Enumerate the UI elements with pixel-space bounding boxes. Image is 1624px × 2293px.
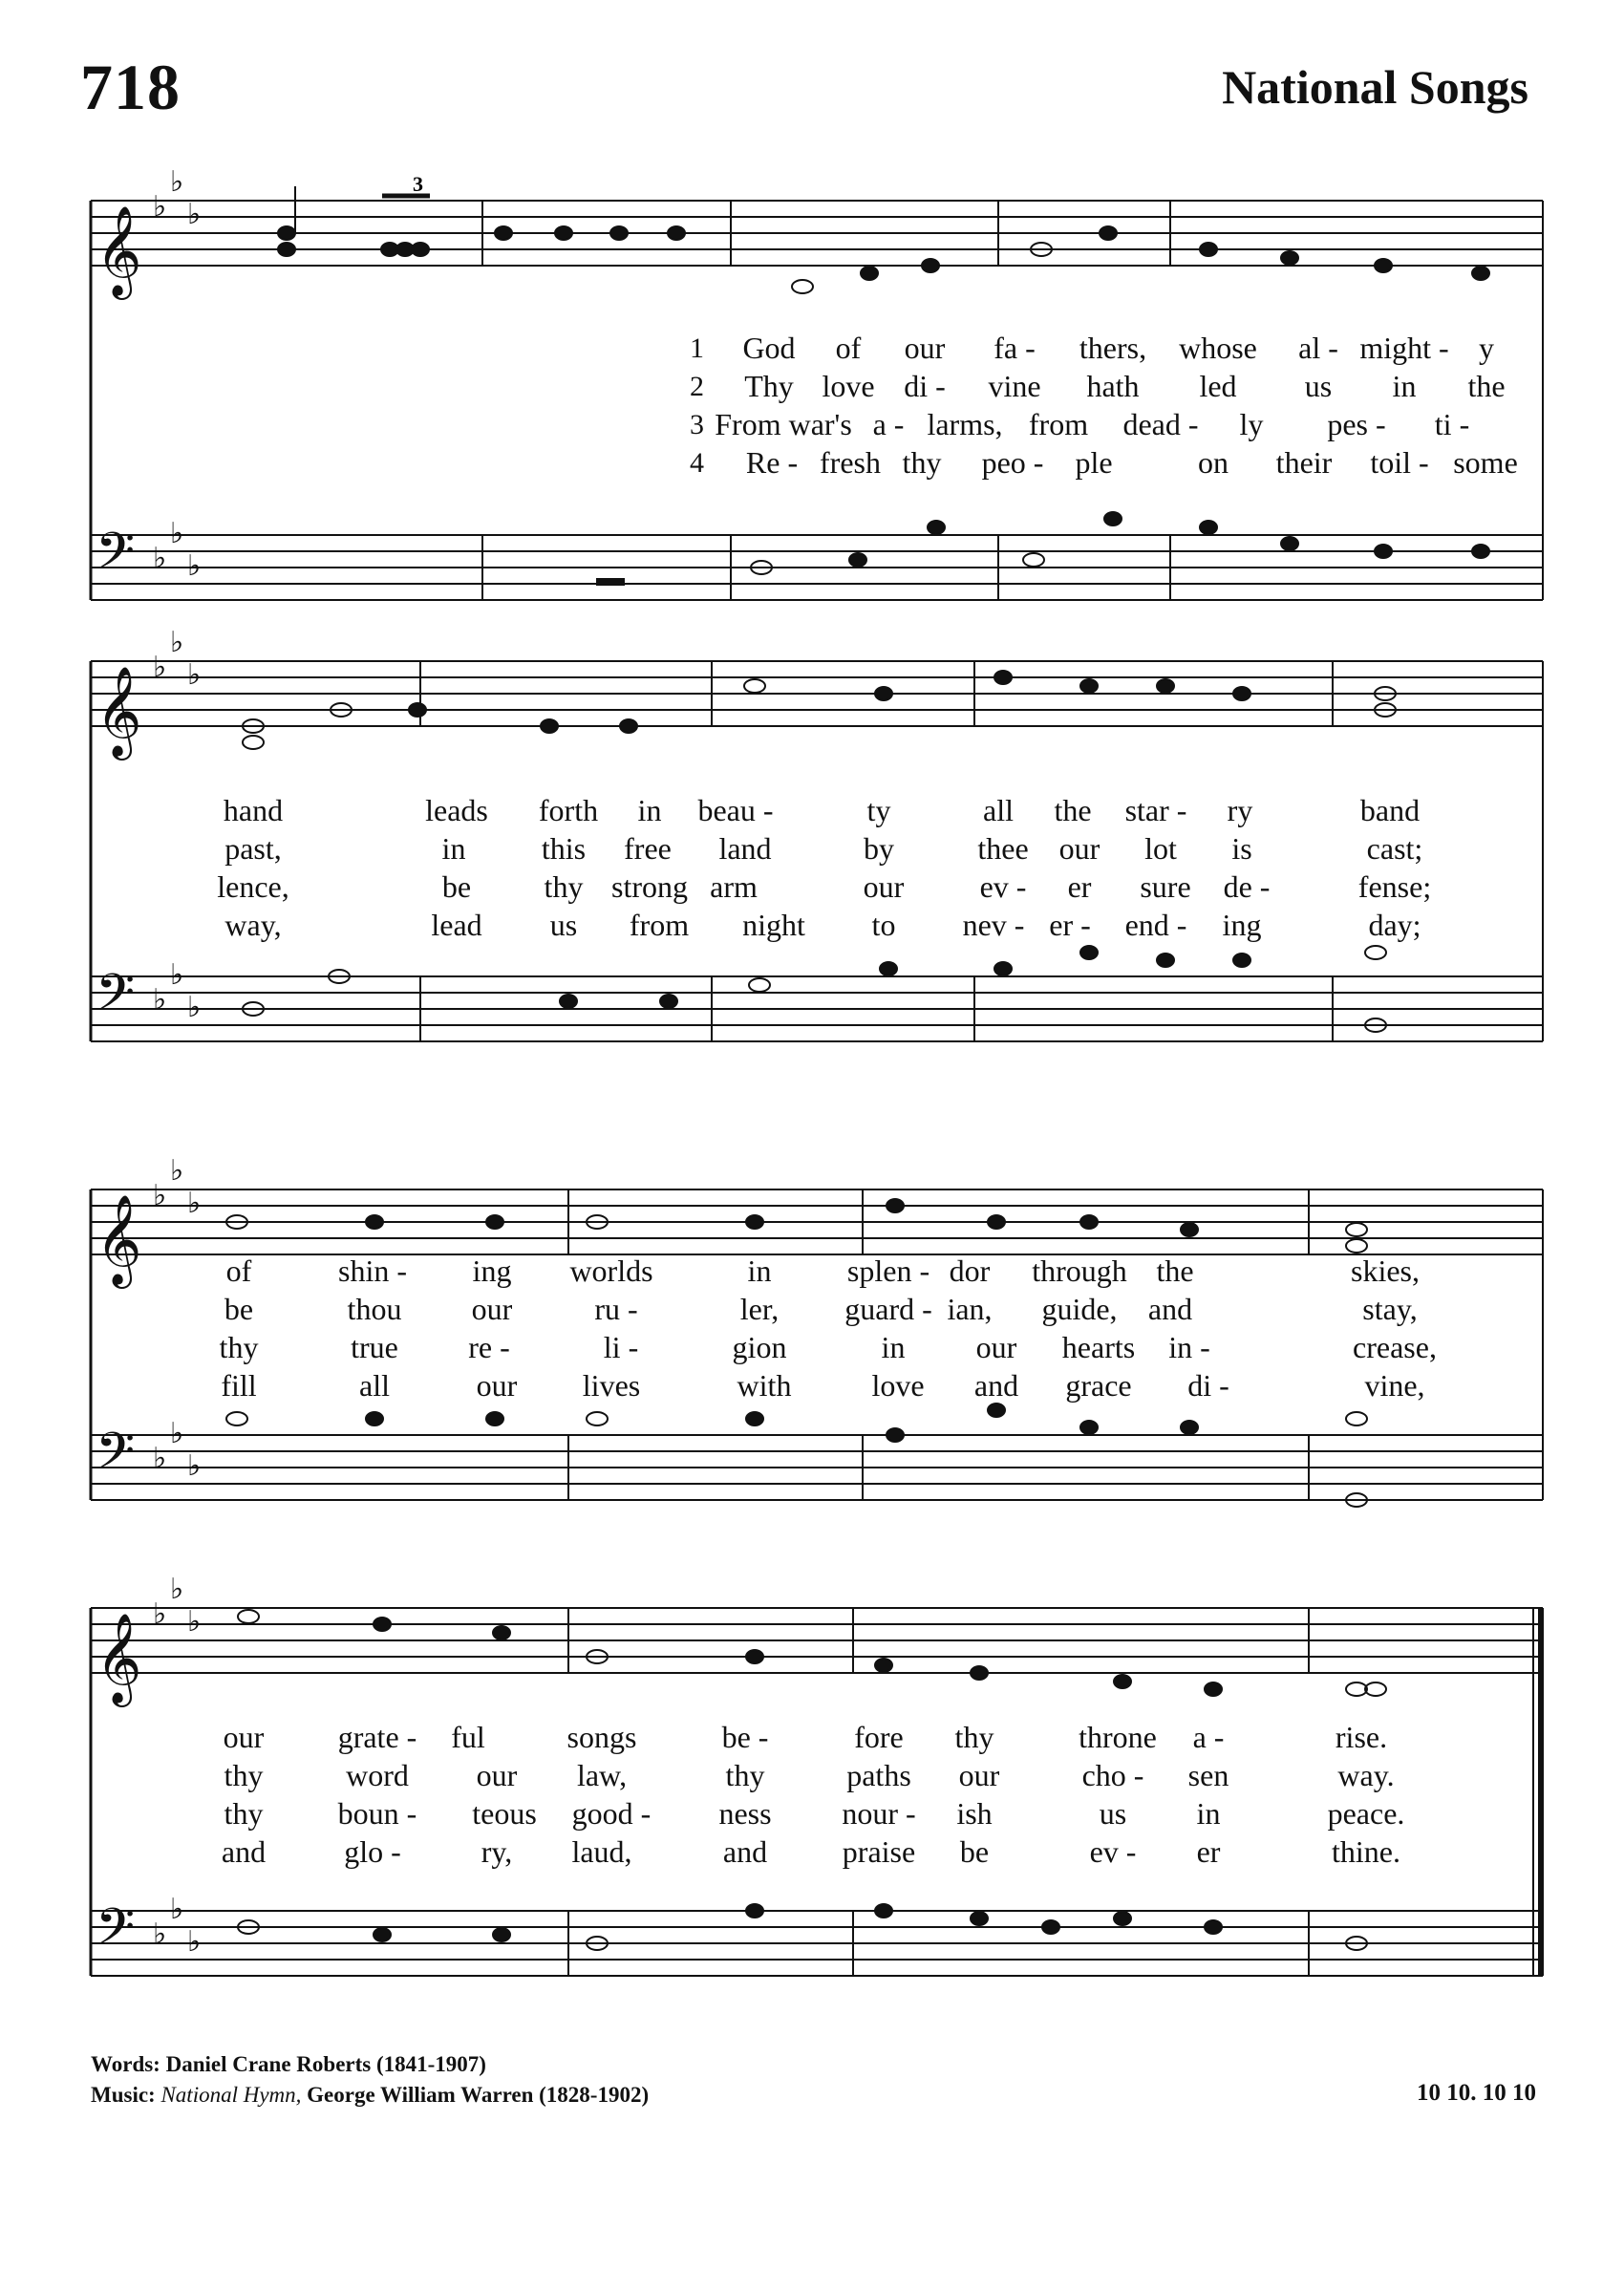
- lyric-syllable: fore: [854, 1720, 904, 1754]
- lyric-syllable: ev -: [1089, 1834, 1137, 1869]
- bass-clef-icon: 𝄢: [96, 964, 136, 1035]
- svg-text:♭: ♭: [170, 958, 184, 992]
- lyric-syllable: end -: [1124, 908, 1187, 942]
- credits-music: [91, 2083, 649, 2108]
- lyric-syllable: vine: [988, 369, 1041, 403]
- lyric-syllable: our: [223, 1720, 265, 1754]
- lyric-line: [0, 1720, 1624, 1758]
- lyric-syllable: thy: [902, 445, 942, 480]
- lyric-syllable: fa -: [994, 331, 1036, 365]
- lyric-syllable: be: [224, 1292, 254, 1326]
- svg-text:♭: ♭: [153, 983, 167, 1017]
- lyric-line: [0, 1834, 1624, 1873]
- lyric-syllable: thine.: [1332, 1834, 1400, 1869]
- section-title: National Songs: [1222, 60, 1528, 114]
- svg-text:♭: ♭: [187, 1187, 202, 1220]
- lyric-syllable: in: [637, 793, 662, 827]
- lyric-syllable: skies,: [1351, 1254, 1420, 1288]
- lyric-syllable: li -: [603, 1330, 639, 1364]
- lyric-syllable: in: [1392, 369, 1417, 403]
- lyric-syllable: in: [1196, 1796, 1221, 1831]
- lyric-syllable: from: [1028, 407, 1089, 441]
- lyric-syllable: land: [718, 831, 772, 866]
- lyric-syllable: beau -: [697, 793, 774, 827]
- lyric-syllable: the: [1054, 793, 1092, 827]
- lyric-syllable: From war's: [715, 407, 852, 441]
- lyric-syllable: ry: [1227, 793, 1253, 827]
- svg-text:♭: ♭: [153, 1179, 167, 1212]
- lyric-syllable: be: [959, 1834, 990, 1869]
- lyric-syllable: of: [835, 331, 862, 365]
- composer: George William Warren (1828-1902): [307, 2083, 650, 2107]
- svg-text:♭: ♭: [170, 1417, 184, 1450]
- lyric-syllable: free: [624, 831, 672, 866]
- lyric-syllable: grace: [1065, 1368, 1132, 1403]
- lyric-syllable: worlds: [569, 1254, 653, 1288]
- lyric-syllable: our: [1058, 831, 1100, 866]
- lyric-syllable: all: [983, 793, 1014, 827]
- lyric-syllable: and: [722, 1834, 768, 1869]
- treble-clef-icon: 𝄞: [96, 205, 142, 296]
- lyric-syllable: ish: [956, 1796, 993, 1831]
- lyric-syllable: crease,: [1353, 1330, 1437, 1364]
- lyric-syllable: the: [1156, 1254, 1194, 1288]
- lyric-syllable: ti -: [1434, 407, 1470, 441]
- triplet-marker: 3: [413, 172, 423, 196]
- lyric-syllable: be: [441, 869, 472, 904]
- svg-text:♭: ♭: [153, 1442, 167, 1475]
- lyric-syllable: day;: [1368, 908, 1421, 942]
- lyric-syllable: thou: [347, 1292, 402, 1326]
- lyric-syllable: our: [476, 1368, 518, 1403]
- lyric-syllable: good -: [571, 1796, 652, 1831]
- lyric-syllable: de -: [1223, 869, 1271, 904]
- lyric-syllable: forth: [538, 793, 599, 827]
- lyric-syllable: way.: [1337, 1758, 1395, 1792]
- lyric-syllable: word: [346, 1758, 409, 1792]
- lyric-syllable: cho -: [1081, 1758, 1144, 1792]
- verse-number: 3: [690, 409, 704, 440]
- lyric-syllable: rise.: [1335, 1720, 1388, 1754]
- svg-text:♭: ♭: [153, 542, 167, 575]
- tune-name: National Hymn,: [160, 2083, 302, 2107]
- lyric-syllable: law,: [576, 1758, 628, 1792]
- lyric-syllable: be -: [721, 1720, 769, 1754]
- lyric-syllable: in: [441, 831, 466, 866]
- hymn-number: 718: [80, 51, 181, 123]
- lyric-syllable: might -: [1359, 331, 1449, 365]
- lyric-syllable: our: [476, 1758, 518, 1792]
- svg-text:♭: ♭: [187, 658, 202, 692]
- lyric-syllable: praise: [842, 1834, 916, 1869]
- verse-number: 4: [690, 447, 704, 479]
- svg-text:♭: ♭: [170, 1573, 184, 1606]
- lyric-syllable: boun -: [337, 1796, 417, 1831]
- lyric-syllable: sure: [1140, 869, 1191, 904]
- lyric-syllable: ty: [866, 793, 891, 827]
- lyric-syllable: splen -: [846, 1254, 930, 1288]
- lyric-syllable: God: [742, 331, 796, 365]
- lyric-syllable: our: [904, 331, 946, 365]
- lyric-syllable: re -: [468, 1330, 510, 1364]
- lyric-syllable: a -: [872, 407, 905, 441]
- lyric-syllable: this: [541, 831, 587, 866]
- lyric-syllable: throne: [1079, 1720, 1157, 1754]
- lyric-syllable: lead: [431, 908, 482, 942]
- treble-clef-icon: 𝄞: [96, 666, 142, 757]
- lyric-syllable: shin -: [338, 1254, 407, 1288]
- lyric-syllable: and: [973, 1368, 1019, 1403]
- lyric-syllable: ev -: [979, 869, 1027, 904]
- words-label: Words:: [91, 2052, 160, 2076]
- lyric-syllable: sen: [1187, 1758, 1229, 1792]
- svg-text:♭: ♭: [170, 165, 184, 199]
- lyric-syllable: ple: [1075, 445, 1113, 480]
- lyric-syllable: fense;: [1357, 869, 1432, 904]
- lyric-syllable: hand: [223, 793, 284, 827]
- lyric-syllable: toil -: [1370, 445, 1429, 480]
- lyric-syllable: songs: [566, 1720, 637, 1754]
- lyric-syllable: thy: [544, 869, 584, 904]
- lyric-syllable: thy: [725, 1758, 765, 1792]
- svg-text:♭: ♭: [187, 1605, 202, 1639]
- lyric-syllable: guard -: [844, 1292, 932, 1326]
- svg-text:♭: ♭: [153, 651, 167, 684]
- lyric-syllable: ful: [451, 1720, 485, 1754]
- lyric-syllable: ing: [472, 1254, 512, 1288]
- svg-text:♭: ♭: [170, 517, 184, 550]
- svg-text:♭: ♭: [170, 1154, 184, 1188]
- lyric-syllable: di -: [1187, 1368, 1229, 1403]
- lyric-syllable: Thy: [744, 369, 794, 403]
- lyric-syllable: the: [1467, 369, 1506, 403]
- lyric-syllable: laud,: [571, 1834, 632, 1869]
- lyric-syllable: our: [471, 1292, 513, 1326]
- lyric-syllable: hath: [1086, 369, 1140, 403]
- bass-clef-icon: 𝄢: [96, 1423, 136, 1493]
- lyric-syllable: gion: [732, 1330, 787, 1364]
- lyric-syllable: lives: [582, 1368, 641, 1403]
- svg-text:♭: ♭: [153, 190, 167, 224]
- lyric-syllable: nour -: [842, 1796, 916, 1831]
- lyric-syllable: from: [629, 908, 690, 942]
- lyric-syllable: leads: [425, 793, 488, 827]
- svg-text:♭: ♭: [187, 991, 202, 1024]
- lyric-syllable: with: [737, 1368, 792, 1403]
- svg-text:♭: ♭: [187, 549, 202, 583]
- lyric-syllable: dead -: [1122, 407, 1199, 441]
- lyric-syllable: grate -: [337, 1720, 417, 1754]
- lyric-syllable: of: [225, 1254, 252, 1288]
- svg-text:♭: ♭: [187, 1925, 202, 1959]
- lyric-syllable: by: [864, 831, 894, 866]
- lyric-syllable: in -: [1168, 1330, 1210, 1364]
- lyric-syllable: thy: [954, 1720, 994, 1754]
- lyric-syllable: al -: [1298, 331, 1338, 365]
- lyric-syllable: our: [863, 869, 905, 904]
- lyric-syllable: thers,: [1079, 331, 1147, 365]
- lyric-syllable: ness: [718, 1796, 772, 1831]
- lyric-syllable: larms,: [927, 407, 1003, 441]
- lyric-syllable: arm: [710, 869, 758, 904]
- svg-text:♭: ♭: [187, 1449, 202, 1483]
- lyric-syllable: teous: [472, 1796, 537, 1831]
- lyric-syllable: hearts: [1061, 1330, 1136, 1364]
- lyric-line: [0, 1758, 1624, 1796]
- lyric-syllable: vine,: [1364, 1368, 1425, 1403]
- lyric-syllable: their: [1275, 445, 1333, 480]
- lyric-syllable: love: [822, 369, 875, 403]
- lyric-syllable: pes -: [1327, 407, 1386, 441]
- words-author: Daniel Crane Roberts (1841-1907): [165, 2052, 486, 2076]
- lyric-syllable: is: [1231, 831, 1252, 866]
- lyric-syllable: band: [1359, 793, 1421, 827]
- lyric-syllable: guide,: [1041, 1292, 1118, 1326]
- lyric-syllable: to: [871, 908, 896, 942]
- treble-clef-icon: 𝄞: [96, 1613, 142, 1704]
- lyric-syllable: strong: [611, 869, 688, 904]
- meter: 10 10. 10 10: [1417, 2080, 1536, 2106]
- lyric-syllable: some: [1453, 445, 1518, 480]
- lyric-syllable: nev -: [962, 908, 1025, 942]
- lyric-syllable: lot: [1144, 831, 1177, 866]
- lyric-syllable: love: [871, 1368, 925, 1403]
- lyric-syllable: ian,: [947, 1292, 993, 1326]
- lyric-syllable: star -: [1124, 793, 1187, 827]
- treble-clef-icon: 𝄞: [96, 1194, 142, 1285]
- lyric-syllable: Re -: [745, 445, 799, 480]
- lyric-syllable: di -: [904, 369, 946, 403]
- lyric-syllable: fresh: [820, 445, 881, 480]
- lyric-syllable: thy: [224, 1758, 264, 1792]
- lyric-syllable: true: [351, 1330, 398, 1364]
- lyric-syllable: glo -: [344, 1834, 401, 1869]
- lyric-syllable: er: [1067, 869, 1092, 904]
- verse-number: 2: [690, 371, 704, 402]
- svg-text:♭: ♭: [170, 1893, 184, 1926]
- lyric-syllable: paths: [846, 1758, 911, 1792]
- lyric-syllable: night: [742, 908, 805, 942]
- lyric-syllable: ru -: [594, 1292, 638, 1326]
- lyric-syllable: lence,: [217, 869, 289, 904]
- lyric-syllable: fill: [221, 1368, 257, 1403]
- svg-text:♭: ♭: [187, 198, 202, 231]
- music-label: Music:: [91, 2083, 156, 2107]
- lyric-syllable: whose: [1179, 331, 1257, 365]
- lyric-syllable: peace.: [1327, 1796, 1405, 1831]
- lyric-syllable: all: [359, 1368, 390, 1403]
- lyric-syllable: ry,: [481, 1834, 513, 1869]
- lyric-syllable: us: [1099, 1796, 1127, 1831]
- lyric-syllable: ly: [1239, 407, 1264, 441]
- verse-number: 1: [690, 332, 704, 364]
- lyric-syllable: in: [881, 1330, 906, 1364]
- lyric-syllable: er -: [1049, 908, 1091, 942]
- lyric-syllable: thee: [977, 831, 1029, 866]
- lyric-line: [0, 1796, 1624, 1834]
- lyric-syllable: us: [549, 908, 578, 942]
- lyric-syllable: ler,: [739, 1292, 780, 1326]
- lyric-syllable: cast;: [1366, 831, 1423, 866]
- lyric-syllable: on: [1198, 445, 1229, 480]
- lyric-syllable: and: [221, 1834, 267, 1869]
- lyric-syllable: ing: [1222, 908, 1262, 942]
- lyric-syllable: thy: [224, 1796, 264, 1831]
- svg-text:♭: ♭: [170, 626, 184, 659]
- svg-text:♭: ♭: [153, 1918, 167, 1951]
- lyric-syllable: led: [1199, 369, 1237, 403]
- bass-clef-icon: 𝄢: [96, 1898, 136, 1969]
- lyric-syllable: y: [1479, 331, 1494, 365]
- svg-text:♭: ♭: [153, 1597, 167, 1631]
- lyric-syllable: way,: [224, 908, 282, 942]
- lyric-syllable: dor: [949, 1254, 991, 1288]
- credits-words: [91, 2052, 486, 2077]
- lyric-syllable: through: [1032, 1254, 1127, 1288]
- lyric-syllable: peo -: [981, 445, 1044, 480]
- lyric-syllable: our: [975, 1330, 1017, 1364]
- bass-clef-icon: 𝄢: [96, 523, 136, 593]
- lyric-syllable: our: [958, 1758, 1000, 1792]
- lyric-syllable: in: [747, 1254, 772, 1288]
- lyric-syllable: and: [1147, 1292, 1193, 1326]
- lyric-syllable: us: [1304, 369, 1333, 403]
- lyric-syllable: stay,: [1362, 1292, 1418, 1326]
- lyric-syllable: thy: [219, 1330, 259, 1364]
- lyric-syllable: a -: [1192, 1720, 1225, 1754]
- lyric-syllable: er: [1196, 1834, 1221, 1869]
- lyric-syllable: past,: [224, 831, 282, 866]
